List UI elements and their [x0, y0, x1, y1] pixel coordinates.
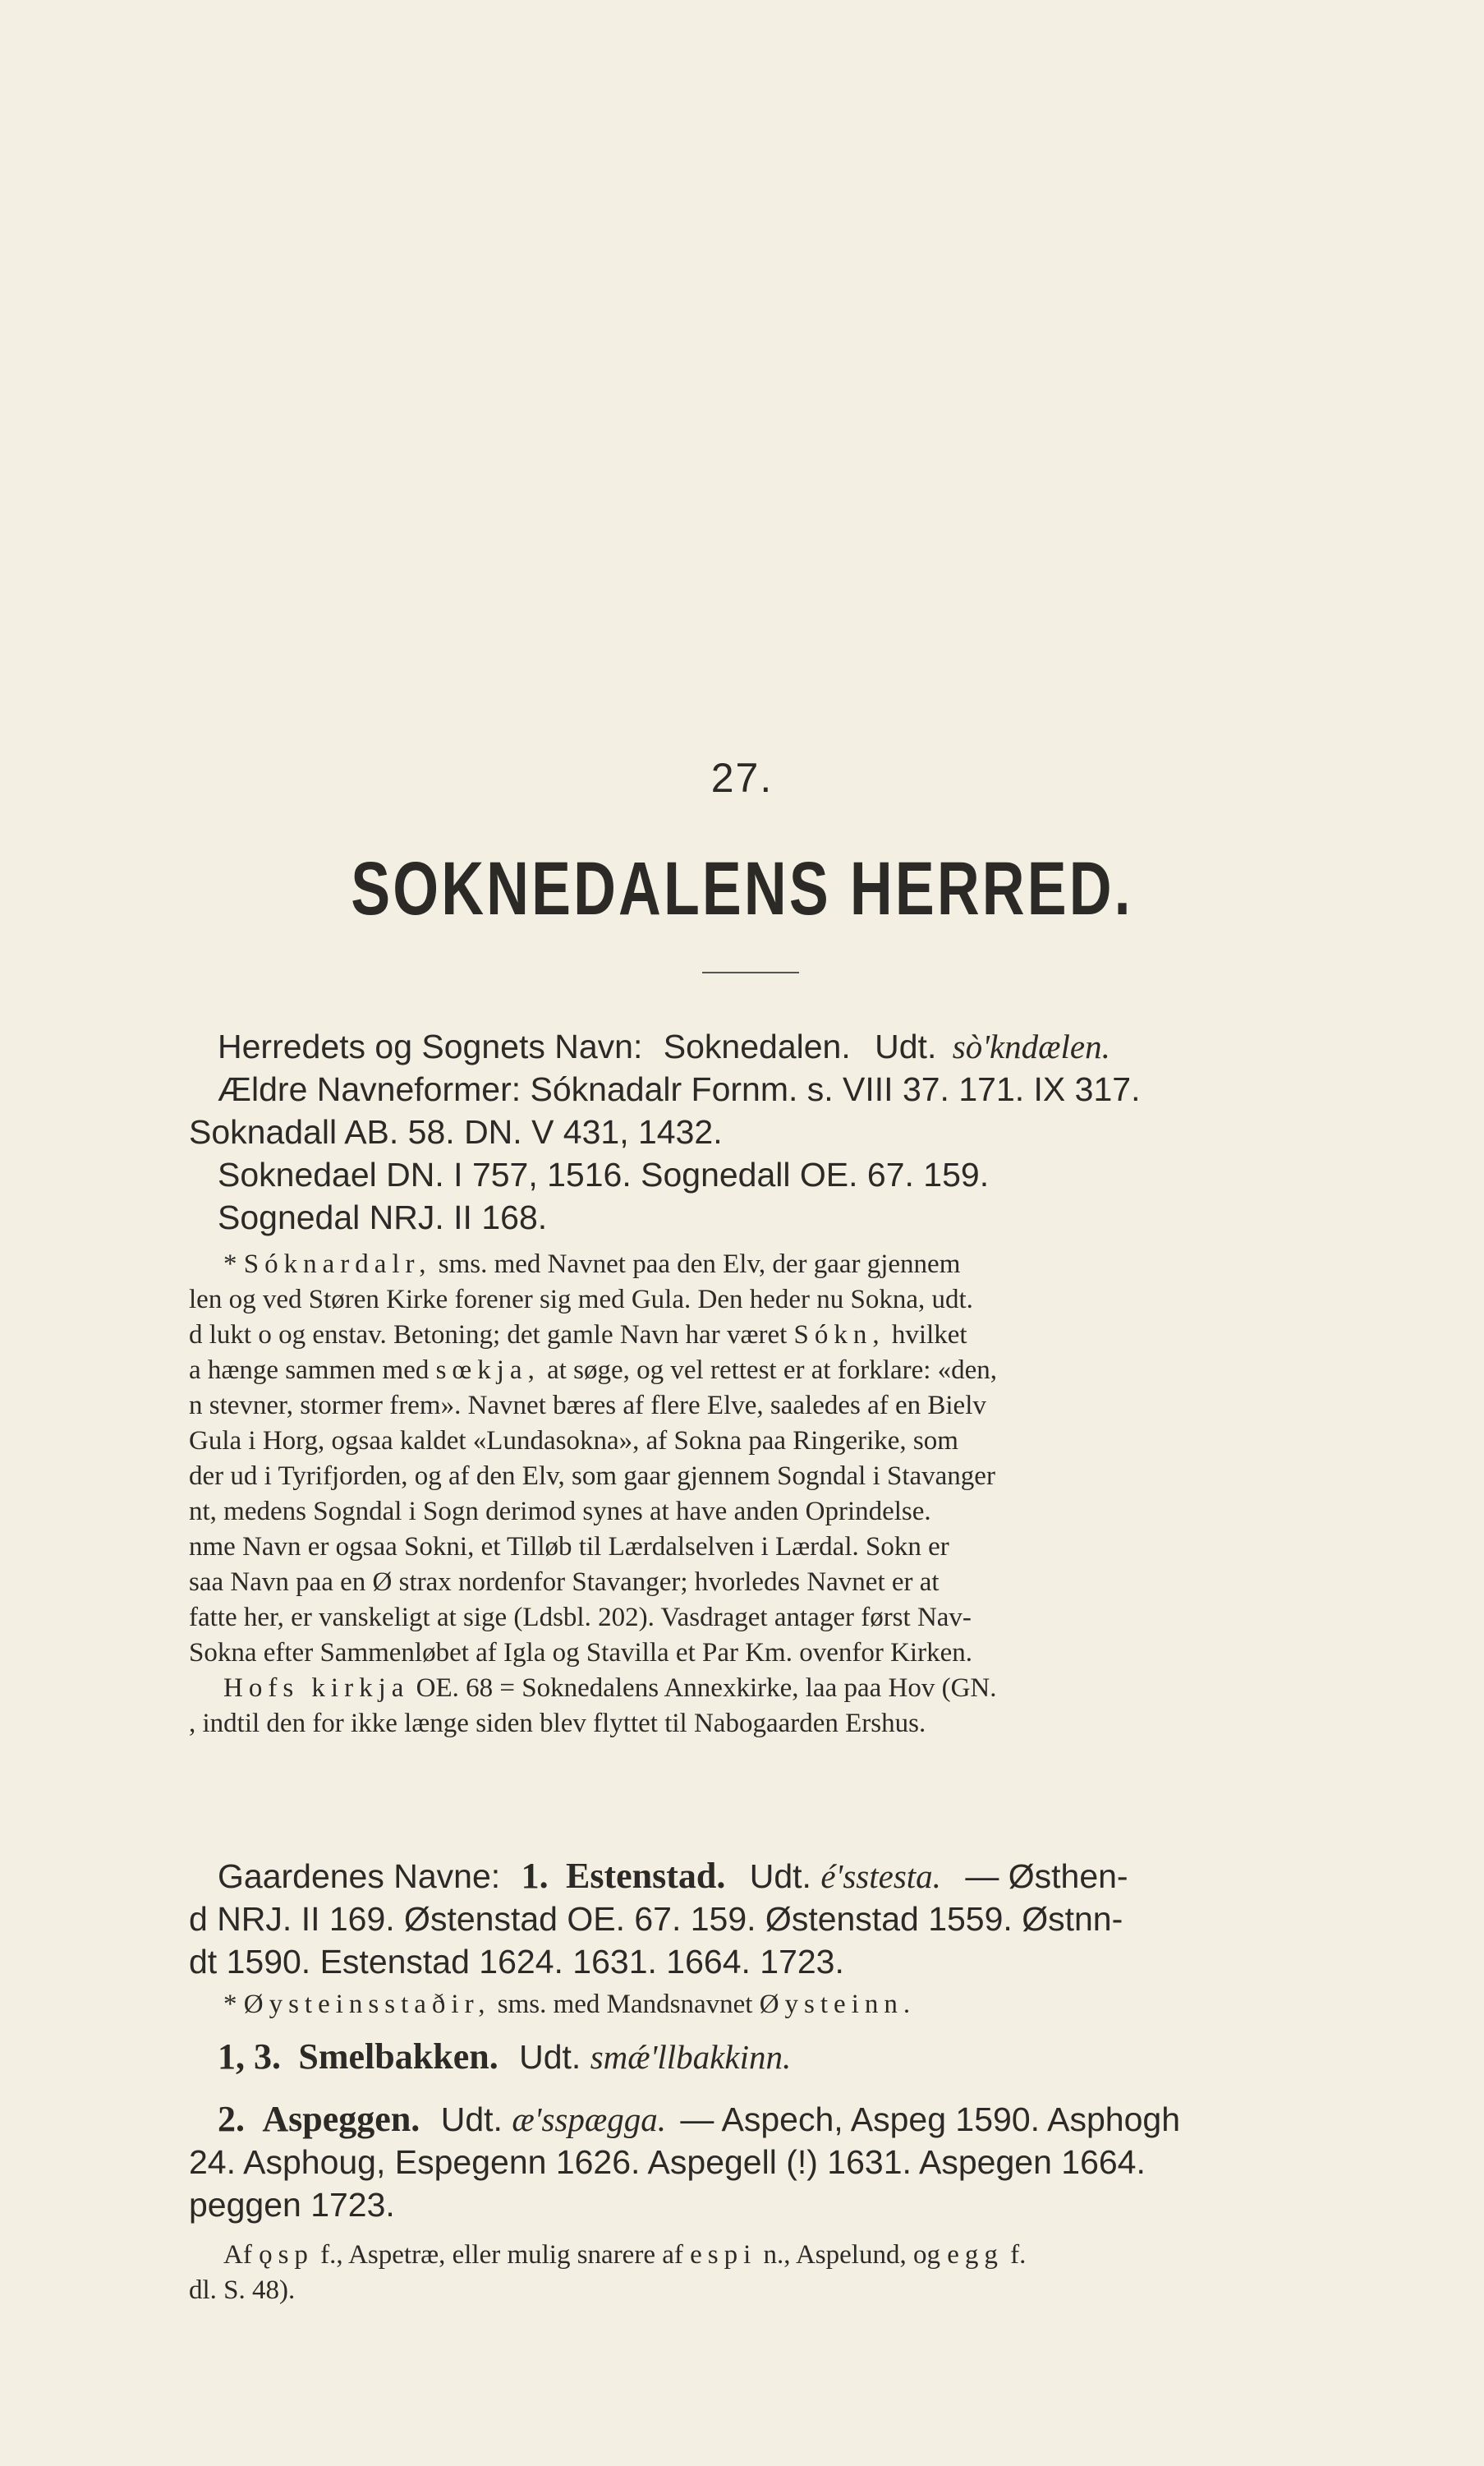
farm-2-header: 2. Aspeggen. Udt. æ'sspægga. — Aspech, Aspeg 1590. Asphogh: [218, 2099, 1180, 2139]
farm-name: Aspeggen.: [262, 2099, 420, 2139]
farm-1-line-2: d NRJ. II 169. Østenstad OE. 67. 159. Østenstad 1559. Østnn-: [189, 1900, 1123, 1938]
page-number: 27.: [710, 755, 774, 801]
intro-line-4: Soknedael DN. I 757, 1516. Sognedall OE. 67. 159.: [218, 1156, 990, 1194]
note-line-2: len og ved Støren Kirke forener sig med Gula. Den heder nu Sokna, udt.: [189, 1285, 973, 1314]
farm-1-3-header: 1, 3. Smelbakken. Udt. smǽ'llbakkinn.: [218, 2036, 792, 2077]
farm-name: Smelbakken.: [298, 2036, 498, 2077]
note-line-10: saa Navn paa en Ø strax nordenfor Stavanger; hvorledes Navnet er at: [189, 1567, 940, 1597]
farms-section: [189, 1855, 1371, 2308]
farm-1-note: * Øysteinsstaðir, sms. med Mandsnavnet Øysteinn.: [223, 1990, 917, 2019]
intro-line-1: Herredets og Sognets Navn: Soknedalen. Udt. sò'kndælen.: [218, 1028, 1110, 1065]
intro-line-5: Sognedal NRJ. II 168.: [218, 1198, 548, 1236]
farm-name: Estenstad.: [565, 1856, 726, 1896]
intro-line-3: Soknadall AB. 58. DN. V 431, 1432.: [189, 1113, 723, 1151]
note-line-7: der ud i Tyrifjorden, og af den Elv, som gaar gjennem Sogndal i Stavanger: [189, 1461, 995, 1491]
note-line-4: a hænge sammen med sœkja, at søge, og vel rettest er at forklare: «den,: [189, 1355, 998, 1385]
note-line-6: Gula i Horg, ogsaa kaldet «Lundasokna», af Sokna paa Ringerike, som: [189, 1426, 958, 1456]
note-line-1: * Sóknardalr, sms. med Navnet paa den Elv, der gaar gjennem: [223, 1249, 961, 1279]
note-line-11: fatte her, er vanskeligt at sige (Ldsbl. 202). Vasdraget antager først Nav-: [189, 1603, 972, 1632]
note-line-14: , indtil den for ikke længe siden blev flyttet til Nabogaarden Ershus.: [189, 1709, 926, 1738]
farm-1-line-3: dt 1590. Estenstad 1624. 1631. 1664. 1723.: [189, 1943, 844, 1981]
intro-note: [189, 1247, 1371, 1741]
note-line-5: n stevner, stormer frem». Navnet bæres af flere Elve, saaledes af en Bielv: [189, 1391, 986, 1420]
farm-1-header: Gaardenes Navne: 1. Estenstad. Udt. é'sstesta. — Østhen-: [218, 1856, 1128, 1896]
note-line-12: Sokna efter Sammenløbet af Igla og Stavilla et Par Km. ovenfor Kirken.: [189, 1638, 972, 1668]
intro-line-2: Ældre Navneformer: Sóknadalr Fornm. s. VIII 37. 171. IX 317.: [218, 1070, 1141, 1108]
note-line-13: Hofs kirkja OE. 68 = Soknedalens Annexkirke, laa paa Hov (GN.: [223, 1673, 997, 1703]
page-title: SOKNEDALENS HERRED.: [351, 847, 1133, 931]
note-line-3: d lukt o og enstav. Betoning; det gamle Navn har været Sókn, hvilket: [189, 1320, 967, 1350]
farm-2-note-1: Af ǫsp f., Aspetræ, eller mulig snarere af espi n., Aspelund, og egg f.: [223, 2240, 1027, 2270]
note-line-8: nt, medens Sogndal i Sogn derimod synes at have anden Oprindelse.: [189, 1497, 931, 1526]
farm-2-note-2: dl. S. 48).: [189, 2275, 296, 2305]
note-line-9: nme Navn er ogsaa Sokni, et Tilløb til Lærdalselven i Lærdal. Sokn er: [189, 1532, 949, 1562]
intro-section: [189, 1025, 1371, 1239]
farm-2-line-3: peggen 1723.: [189, 2186, 395, 2224]
title-divider: [702, 972, 799, 973]
farm-2-line-2: 24. Asphoug, Espegenn 1626. Aspegell (!) 1631. Aspegen 1664.: [189, 2143, 1146, 2181]
